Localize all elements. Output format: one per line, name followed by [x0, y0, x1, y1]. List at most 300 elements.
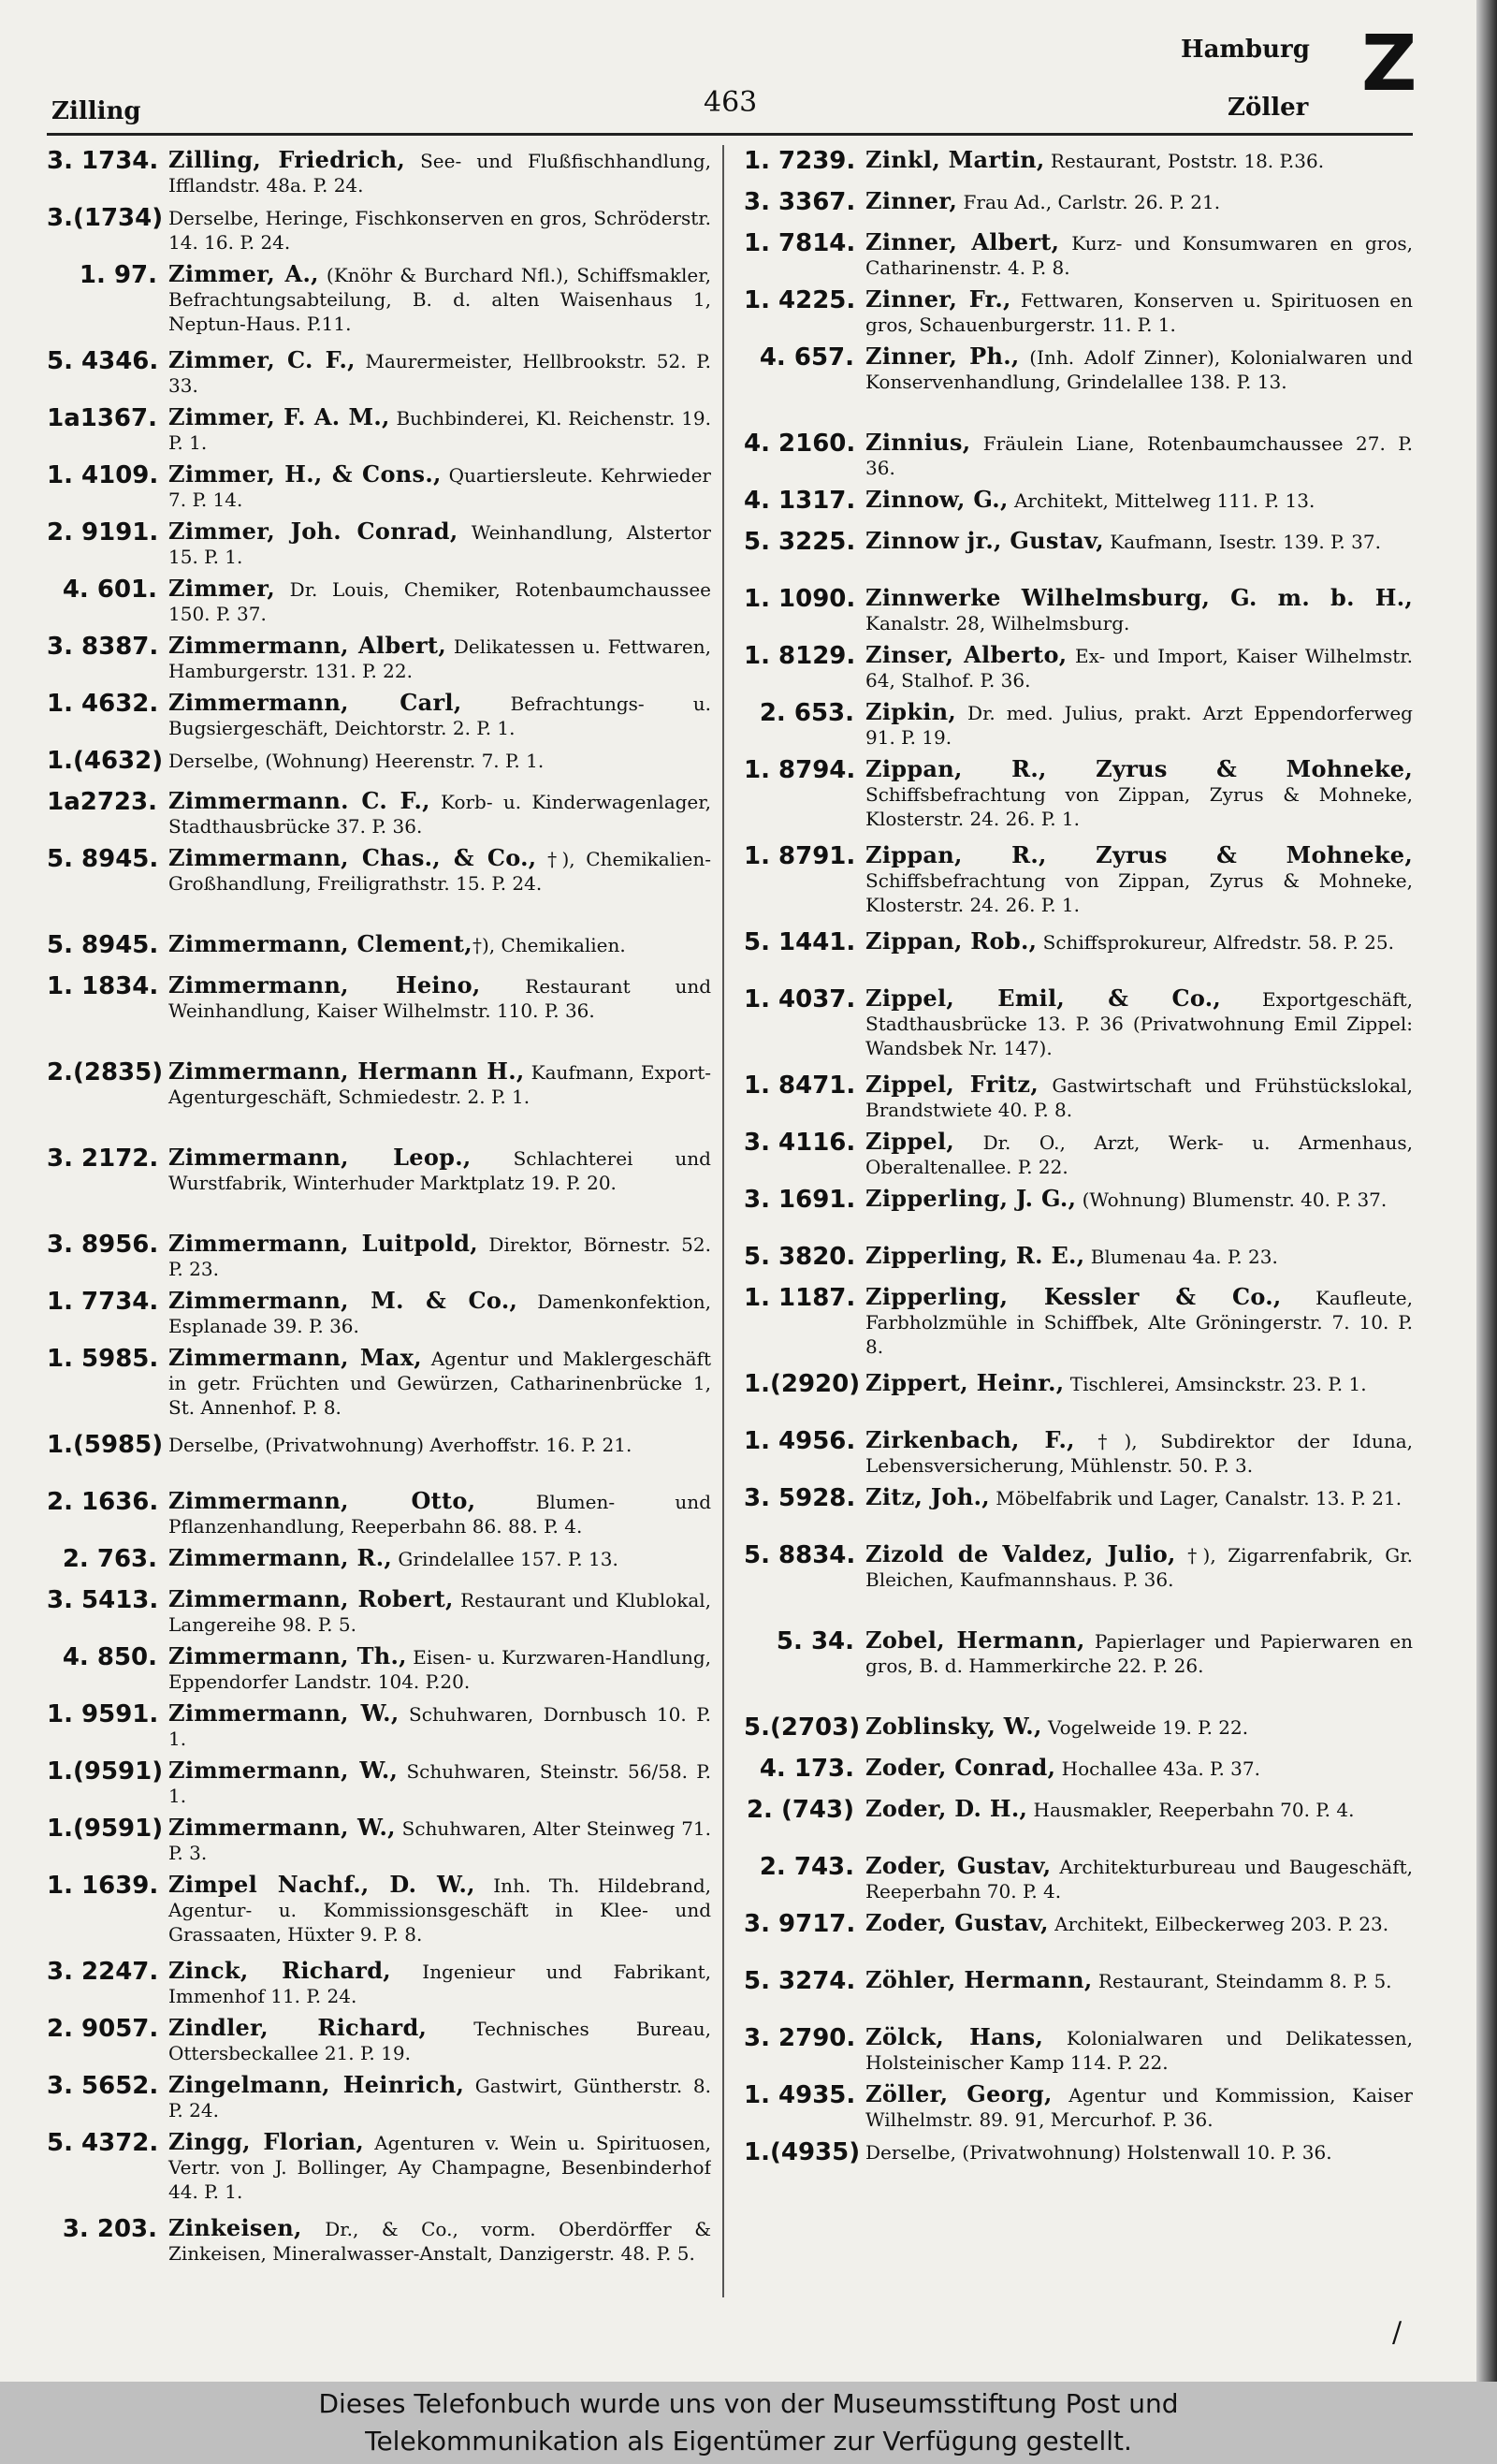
directory-entry	[744, 1542, 1413, 1628]
entry-name: Zimmermann. C. F.,	[168, 789, 430, 814]
entry-details: Blumenau 4a. P. 23.	[1084, 1246, 1278, 1268]
directory-entry	[744, 1797, 1413, 1854]
entry-text	[168, 148, 711, 197]
phone-number: 3. 8387.	[47, 634, 159, 661]
phone-number: 1. 4037.	[744, 986, 856, 1013]
page-edge	[1476, 0, 1497, 2382]
entry-text	[168, 405, 711, 455]
header-right-word: Zöller	[1228, 94, 1309, 122]
entry-name: Zinner,	[865, 189, 958, 214]
phone-number: 2. 1636.	[47, 1489, 159, 1516]
entry-text	[168, 1644, 711, 1694]
header-rule	[47, 133, 1413, 136]
directory-entry	[744, 189, 1413, 230]
phone-number: 5. 8945.	[47, 932, 159, 959]
entry-details: Schuhwaren, Alter Steinweg 71. P. 3.	[168, 1817, 711, 1864]
phone-number: 3. 203.	[62, 2216, 157, 2243]
entry-text	[865, 148, 1413, 173]
entry-details: Dr. Louis, Chemiker, Rotenbaumchaussee 150. P. 37.	[168, 578, 711, 625]
directory-entry	[744, 1130, 1413, 1187]
directory-entry	[47, 1587, 711, 1644]
directory-entry	[744, 700, 1413, 757]
entry-name: Zippel, Emil, & Co.,	[865, 986, 1222, 1012]
entry-name: Zindler, Richard,	[168, 2016, 428, 2041]
entry-name: Zizold de Valdez, Julio,	[865, 1542, 1176, 1567]
directory-entry	[47, 1232, 711, 1289]
entry-name: Zimmer,	[168, 576, 276, 602]
entry-text	[865, 1854, 1413, 1903]
entry-details: †), Zigarrenfabrik, Gr. Bleichen, Kaufmannshaus. P. 36.	[865, 1544, 1413, 1591]
entry-name: Zimmer, F. A. M.,	[168, 405, 390, 430]
entry-name: Zinnow jr., Gustav,	[865, 529, 1104, 554]
directory-entry	[47, 462, 711, 519]
entry-details: Fräulein Liane, Rotenbaumchaussee 27. P. 36.	[865, 432, 1413, 479]
entry-details: Ingenieur und Fabrikant, Immenhof 11. P. 24.	[168, 1961, 711, 2007]
directory-entry	[47, 205, 711, 262]
entry-name: Zimmer, Joh. Conrad,	[168, 519, 458, 545]
entry-name: Zipkin,	[865, 700, 957, 725]
phone-number: 1. 8794.	[744, 757, 856, 784]
entry-name: Zippan, Rob.,	[865, 929, 1038, 955]
phone-number: 1.(9591)	[47, 1815, 164, 1843]
phone-number: 1. 8791.	[744, 843, 856, 870]
phone-number: 1. 5985.	[47, 1346, 159, 1373]
entry-text	[865, 700, 1413, 750]
entry-name: Zippan, R., Zyrus & Mohneke,	[865, 843, 1413, 868]
phone-number: 3. 2247.	[47, 1959, 159, 1986]
entry-text	[168, 2130, 711, 2204]
entry-name: Zimmer, A.,	[168, 262, 319, 287]
directory-entry	[47, 576, 711, 634]
entry-details: Hausmakler, Reeperbahn 70. P. 4.	[1027, 1799, 1355, 1821]
entry-details: Architekturbureau und Baugeschäft, Reeperbahn 70. P. 4.	[865, 1856, 1413, 1903]
entry-details: Inh. Th. Hildebrand, Agentur- u. Kommissionsgeschäft in Klee- und Grassaaten, Hüxter 9. P. 8.	[168, 1874, 711, 1946]
footer-notice	[0, 2382, 1497, 2464]
directory-entry	[47, 748, 711, 789]
entry-text	[865, 2025, 1413, 2075]
entry-name: Zilling, Friedrich,	[168, 148, 405, 173]
phone-number: 5. 1441.	[744, 929, 856, 956]
entry-name: Zölck, Hans,	[865, 2025, 1044, 2050]
entry-name: Zipperling, Kessler & Co.,	[865, 1285, 1282, 1310]
directory-entry	[744, 1485, 1413, 1542]
entry-text	[168, 691, 711, 740]
phone-number: 3. 2172.	[47, 1145, 159, 1173]
directory-entry	[47, 2016, 711, 2073]
phone-number: 3. 4116.	[744, 1130, 856, 1157]
entry-text	[168, 205, 711, 255]
corner-mark: /	[1392, 2316, 1403, 2349]
entry-text	[865, 1714, 1413, 1740]
entry-text	[865, 1797, 1413, 1822]
entry-details: Schuhwaren, Dornbusch 10. P. 1.	[168, 1703, 711, 1750]
entry-details: Papierlager und Papierwaren en gros, B. d. Hammerkirche 22. P. 26.	[865, 1630, 1413, 1677]
phone-number: 3. 1691.	[744, 1187, 856, 1214]
entry-text	[865, 757, 1413, 831]
phone-number: 1. 4935.	[744, 2082, 856, 2109]
entry-name: Zinnius,	[865, 430, 971, 456]
phone-number: 3. 2790.	[744, 2025, 856, 2052]
entry-details: Dr. med. Julius, prakt. Arzt Eppendorferweg 91. P. 19.	[865, 702, 1413, 749]
phone-number: 2. 9057.	[47, 2016, 159, 2043]
entry-name: Zippel,	[865, 1130, 955, 1155]
entry-details: Derselbe, (Privatwohnung) Holstenwall 10. P. 36.	[865, 2141, 1332, 2164]
entry-details: Gastwirt, Güntherstr. 8. P. 24.	[168, 2075, 711, 2121]
footer-line-2: Telekommunikation als Eigentümer zur Verfügung gestellt.	[365, 2426, 1132, 2457]
entry-details: Schiffsprokureur, Alfredstr. 58. P. 25.	[1037, 931, 1394, 954]
entry-details: Tischlerei, Amsinckstr. 23. P. 1.	[1064, 1373, 1367, 1395]
entry-name: Zimmermann, W.,	[168, 1815, 396, 1841]
phone-number: 4. 2160.	[744, 430, 856, 458]
entry-text	[168, 1873, 711, 1946]
entry-text	[168, 348, 711, 398]
phone-number: 5. 8834.	[744, 1542, 856, 1569]
entry-text	[865, 430, 1413, 480]
directory-entry	[47, 634, 711, 691]
phone-number: 4. 1317.	[744, 488, 856, 515]
phone-number: 5. 8945.	[47, 846, 159, 873]
entry-text	[865, 1756, 1413, 1781]
entry-text	[168, 932, 711, 957]
entry-name: Zimmermann, W.,	[168, 1701, 400, 1727]
entry-details: Buchbinderei, Kl. Reichenstr. 19. P. 1.	[168, 407, 711, 454]
directory-entry	[744, 488, 1413, 529]
phone-number: 2. 653.	[759, 700, 854, 727]
entry-details: Korb- u. Kinderwagenlager, Stadthausbrücke 37. P. 36.	[168, 791, 711, 838]
entry-name: Zimmermann, Clement,	[168, 932, 472, 957]
entry-details: Vogelweide 19. P. 22.	[1041, 1716, 1249, 1739]
entry-name: Zoblinsky, W.,	[865, 1714, 1042, 1740]
entry-text	[865, 1485, 1413, 1510]
phone-number: 1. 8129.	[744, 643, 856, 670]
entry-details: Hochallee 43a. P. 37.	[1055, 1757, 1260, 1780]
directory-entry	[744, 430, 1413, 488]
entry-text	[865, 1285, 1413, 1359]
phone-number: 1. 4225.	[744, 287, 856, 314]
entry-text	[865, 344, 1413, 394]
phone-number: 3. 8956.	[47, 1232, 159, 1259]
entry-details: Agentur und Kommission, Kaiser Wilhelmstr. 89. 91, Mercurhof. P. 36.	[865, 2084, 1413, 2131]
directory-entry	[47, 1289, 711, 1346]
phone-number: 1.(2920)	[744, 1371, 861, 1398]
phone-number: 1. 4956.	[744, 1428, 856, 1455]
phone-number: 1.(5985)	[47, 1432, 164, 1459]
entry-name: Zingelmann, Heinrich,	[168, 2073, 465, 2098]
entry-text	[168, 1346, 711, 1420]
phone-number: 3. 5652.	[47, 2073, 159, 2100]
entry-text	[168, 262, 711, 336]
entry-name: Zoder, Gustav,	[865, 1854, 1052, 1879]
entry-name: Zinner, Ph.,	[865, 344, 1020, 370]
entry-text	[168, 1289, 711, 1338]
entry-text	[865, 843, 1413, 917]
entry-details: Agentur und Maklergeschäft in getr. Früchten und Gewürzen, Catharinenbrücke 1, St. Annenhof. P. 8.	[168, 1348, 711, 1419]
right-column	[744, 148, 1413, 2196]
entry-name: Zimmermann, Leop.,	[168, 1145, 472, 1171]
entry-details: Dr. O., Arzt, Werk- u. Armenhaus, Oberaltenallee. P. 22.	[865, 1131, 1413, 1178]
phone-number: 2. 743.	[759, 1854, 854, 1881]
entry-name: Zipperling, R. E.,	[865, 1244, 1085, 1269]
entry-text	[168, 519, 711, 569]
entry-text	[865, 2139, 1413, 2165]
entry-details: Derselbe, Heringe, Fischkonserven en gros, Schröderstr. 14. 16. P. 24.	[168, 207, 711, 254]
entry-name: Zimmermann, Otto,	[168, 1489, 476, 1514]
entry-name: Zipperling, J. G.,	[865, 1187, 1077, 1212]
directory-entry	[47, 519, 711, 576]
entry-details: Kolonialwaren und Delikatessen, Holsteinischer Kamp 114. P. 22.	[865, 2027, 1413, 2074]
entry-text	[865, 230, 1413, 280]
entry-name: Zoder, Gustav,	[865, 1911, 1049, 1936]
entry-text	[865, 529, 1413, 554]
phone-number: 3. 3367.	[744, 189, 856, 216]
directory-entry	[47, 932, 711, 973]
entry-name: Zimpel Nachf., D. W.,	[168, 1873, 475, 1898]
phone-number: 2. 763.	[62, 1546, 157, 1573]
entry-name: Zöhler, Hermann,	[865, 1968, 1093, 1993]
entry-text	[865, 986, 1413, 1060]
entry-details: Dr., & Co., vorm. Oberdörffer & Zinkeisen, Mineralwasser-Anstalt, Danzigerstr. 48. P. 5.	[168, 2218, 711, 2265]
entry-name: Zimmermann, Luitpold,	[168, 1232, 478, 1257]
entry-details: Restaurant, Steindamm 8. P. 5.	[1092, 1970, 1392, 1992]
entry-name: Zimmermann, Max,	[168, 1346, 422, 1371]
entry-details: Restaurant, Poststr. 18. P.36.	[1044, 150, 1325, 172]
phone-number: 1.(4935)	[744, 2139, 861, 2166]
directory-entry	[47, 2073, 711, 2130]
entry-name: Zitz, Joh.,	[865, 1485, 990, 1510]
entry-text	[865, 1130, 1413, 1179]
phone-number: 2.(2835)	[47, 1059, 164, 1086]
directory-entry	[744, 1187, 1413, 1244]
phone-number: 3. 1734.	[47, 148, 159, 175]
phone-number: 2. 9191.	[47, 519, 159, 547]
entry-name: Zinkeisen,	[168, 2216, 302, 2241]
entry-text	[865, 488, 1413, 513]
entry-text	[168, 1701, 711, 1751]
directory-entry	[47, 1432, 711, 1489]
directory-entry	[744, 1756, 1413, 1797]
phone-number: 3. 5928.	[744, 1485, 856, 1512]
entry-name: Zimmermann, Chas., & Co.,	[168, 846, 537, 871]
entry-name: Zirkenbach, F.,	[865, 1428, 1075, 1453]
entry-details: †), Chemikalien-Großhandlung, Freiligrathstr. 15. P. 24.	[168, 848, 711, 895]
directory-entry	[47, 2130, 711, 2216]
entry-details: Eisen- u. Kurzwaren-Handlung, Eppendorfer Landstr. 104. P.20.	[168, 1646, 711, 1693]
entry-text	[168, 2073, 711, 2122]
directory-entry	[744, 2139, 1413, 2196]
phone-number: 1. 4632.	[47, 691, 159, 718]
entry-details: Gastwirtschaft und Frühstückslokal, Brandstwiete 40. P. 8.	[865, 1074, 1413, 1121]
entry-text	[168, 1432, 711, 1457]
entry-text	[168, 462, 711, 512]
entry-details: Kaufmann, Isestr. 139. P. 37.	[1103, 531, 1381, 553]
phone-number: 5. 4346.	[47, 348, 159, 375]
footer-line-1: Dieses Telefonbuch wurde uns von der Museumsstiftung Post und	[318, 2388, 1179, 2419]
entry-text	[168, 1959, 711, 2008]
entry-text	[168, 846, 711, 896]
entry-details: Kaufleute, Farbholzmühle in Schiffbek, Alte Gröningerstr. 7. 10. P. 8.	[865, 1287, 1413, 1358]
entry-name: Zöller, Georg,	[865, 2082, 1053, 2107]
entry-details: Technisches Bureau, Ottersbeckallee 21. P. 19.	[168, 2018, 711, 2064]
entry-name: Zobel, Hermann,	[865, 1628, 1085, 1654]
entry-name: Zimmermann, Th.,	[168, 1644, 407, 1669]
directory-entry	[47, 1815, 711, 1873]
phone-number: 3. 5413.	[47, 1587, 159, 1614]
phone-number: 1. 7239.	[744, 148, 856, 175]
entry-details: Schiffsbefrachtung von Zippan, Zyrus & Mohneke, Klosterstr. 24. 26. P. 1.	[865, 869, 1413, 916]
entry-details: Weinhandlung, Alstertor 15. P. 1.	[168, 521, 711, 568]
entry-details: (Inh. Adolf Zinner), Kolonialwaren und Konservenhandlung, Grindelallee 138. P. 13.	[865, 346, 1413, 393]
entry-details: Architekt, Eilbeckerweg 203. P. 23.	[1048, 1913, 1389, 1935]
entry-name: Zimmer, H., & Cons.,	[168, 462, 442, 488]
directory-entry	[744, 843, 1413, 929]
entry-text	[168, 1489, 711, 1538]
phone-number: 5.(2703)	[744, 1714, 861, 1742]
entry-text	[168, 2016, 711, 2065]
entry-details: Derselbe, (Privatwohnung) Averhoffstr. 16. P. 21.	[168, 1434, 632, 1456]
phone-number: 1. 7814.	[744, 230, 856, 257]
entry-text	[865, 1542, 1413, 1592]
entry-details: Derselbe, (Wohnung) Heerenstr. 7. P. 1.	[168, 750, 545, 772]
directory-entry	[744, 1285, 1413, 1371]
directory-entry	[744, 1371, 1413, 1428]
phone-number: 1. 97.	[79, 262, 157, 289]
entry-details: (Wohnung) Blumenstr. 40. P. 37.	[1076, 1188, 1388, 1211]
entry-name: Zippert, Heinr.,	[865, 1371, 1065, 1396]
directory-entry	[744, 529, 1413, 586]
entry-details: Damenkonfektion, Esplanade 39. P. 36.	[168, 1290, 711, 1337]
directory-entry	[47, 691, 711, 748]
header-city: Hamburg	[1181, 36, 1310, 64]
entry-name: Zinner, Fr.,	[865, 287, 1011, 313]
header-letter: Z	[1361, 20, 1417, 109]
directory-entry	[47, 2216, 711, 2302]
entry-text	[168, 748, 711, 773]
directory-entry	[744, 929, 1413, 986]
entry-name: Zimmermann, W.,	[168, 1758, 399, 1784]
entry-name: Zimmermann, Heino,	[168, 973, 481, 999]
directory-entry	[744, 148, 1413, 189]
header-left-word: Zilling	[51, 97, 141, 125]
phone-number: 1. 1834.	[47, 973, 159, 1000]
entry-text	[168, 1232, 711, 1281]
directory-entry	[47, 148, 711, 205]
entry-details: Exportgeschäft, Stadthausbrücke 13. P. 36 (Privatwohnung Emil Zippel: Wandsbek Nr. 147).	[865, 988, 1413, 1059]
entry-text	[168, 1145, 711, 1195]
directory-entry	[47, 1059, 711, 1145]
directory-entry	[744, 1244, 1413, 1285]
entry-details: Architekt, Mittelweg 111. P. 13.	[1008, 489, 1315, 512]
entry-text	[168, 1587, 711, 1637]
entry-text	[865, 2082, 1413, 2132]
page-number: 463	[704, 86, 758, 119]
entry-details: Kurz- und Konsumwaren en gros, Catharinenstr. 4. P. 8.	[865, 232, 1413, 279]
directory-entry	[47, 1489, 711, 1546]
phone-number: 3. 9717.	[744, 1911, 856, 1938]
entry-text	[168, 789, 711, 838]
entry-name: Zimmermann, Albert,	[168, 634, 446, 659]
column-divider	[722, 145, 724, 2297]
phone-number: 1.(9591)	[47, 1758, 164, 1786]
phone-number: 5. 3274.	[744, 1968, 856, 1995]
directory-entry	[744, 344, 1413, 430]
phone-number: 5. 3225.	[744, 529, 856, 556]
entry-name: Zimmermann, Hermann H.,	[168, 1059, 525, 1085]
entry-name: Zinser, Alberto,	[865, 643, 1068, 668]
directory-entry	[744, 1968, 1413, 2025]
phone-number: 1. 1187.	[744, 1285, 856, 1312]
entry-name: Zimmermann, Robert,	[168, 1587, 454, 1612]
entry-text	[865, 929, 1413, 955]
phone-number: 1a2723.	[47, 789, 157, 816]
entry-details: †), Subdirektor der Iduna, Lebensversicherung, Mühlenstr. 50. P. 3.	[865, 1430, 1413, 1477]
entry-name: Zimmermann, Carl,	[168, 691, 462, 716]
directory-entry	[47, 1873, 711, 1959]
entry-details: Blumen- und Pflanzenhandlung, Reeperbahn 86. 88. P. 4.	[168, 1491, 711, 1538]
directory-entry	[47, 973, 711, 1059]
entry-name: Zippan, R., Zyrus & Mohneke,	[865, 757, 1413, 782]
entry-name: Zippel, Fritz,	[865, 1072, 1039, 1098]
phone-number: 1. 8471.	[744, 1072, 856, 1100]
entry-details: Kaufmann, Export-Agenturgeschäft, Schmiedestr. 2. P. 1.	[168, 1061, 711, 1108]
entry-text	[865, 189, 1413, 214]
entry-text	[865, 1371, 1413, 1396]
phone-number: 4. 657.	[759, 344, 854, 372]
directory-entry	[47, 1644, 711, 1701]
entry-text	[168, 973, 711, 1023]
entry-name: Zinner, Albert,	[865, 230, 1060, 255]
entry-text	[865, 1072, 1413, 1122]
entry-details: Delikatessen u. Fettwaren, Hamburgerstr. 131. P. 22.	[168, 635, 711, 682]
directory-entry	[47, 846, 711, 932]
entry-details: Kanalstr. 28, Wilhelmsburg.	[865, 612, 1130, 634]
phone-number: 1. 7734.	[47, 1289, 159, 1316]
entry-name: Zingg, Florian,	[168, 2130, 365, 2155]
entry-text	[865, 1628, 1413, 1678]
directory-entry	[47, 1145, 711, 1232]
entry-details: Befrachtungs- u. Bugsiergeschäft, Deichtorstr. 2. P. 1.	[168, 693, 711, 739]
left-column	[47, 148, 711, 2302]
entry-details: See- und Flußfischhandlung, Ifflandstr. 48a. P. 24.	[168, 150, 711, 197]
entry-details: Frau Ad., Carlstr. 26. P. 21.	[957, 191, 1221, 213]
directory-entry	[744, 986, 1413, 1072]
phone-number: 1. 4109.	[47, 462, 159, 489]
entry-text	[168, 1546, 711, 1571]
directory-entry	[744, 287, 1413, 344]
phone-number: 2. (743)	[746, 1797, 854, 1824]
phone-number: 1a1367.	[47, 405, 157, 432]
entry-details: (Knöhr & Burchard Nfl.), Schiffsmakler, Befrachtungsabteilung, B. d. alten Waisenhaus 1, Neptun-Haus. P.11.	[168, 264, 711, 335]
directory-entry	[744, 1072, 1413, 1130]
entry-name: Zimmermann, M. & Co.,	[168, 1289, 518, 1314]
entry-text	[865, 643, 1413, 693]
entry-text	[168, 1815, 711, 1865]
directory-entry	[47, 262, 711, 348]
directory-entry	[47, 1546, 711, 1587]
phone-number: 4. 601.	[62, 576, 157, 604]
entry-details: Schuhwaren, Steinstr. 56/58. P. 1.	[168, 1760, 711, 1807]
entry-name: Zinck, Richard,	[168, 1959, 391, 1984]
directory-entry	[744, 2025, 1413, 2082]
entry-details: Möbelfabrik und Lager, Canalstr. 13. P. 21.	[989, 1487, 1403, 1509]
entry-name: Zoder, Conrad,	[865, 1756, 1056, 1781]
entry-name: Zinkl, Martin,	[865, 148, 1045, 173]
entry-name: Zimmer, C. F.,	[168, 348, 356, 373]
entry-text	[168, 576, 711, 626]
directory-entry	[47, 405, 711, 462]
phone-number: 1. 1090.	[744, 586, 856, 613]
directory-entry	[744, 1854, 1413, 1911]
entry-text	[865, 1968, 1413, 1993]
